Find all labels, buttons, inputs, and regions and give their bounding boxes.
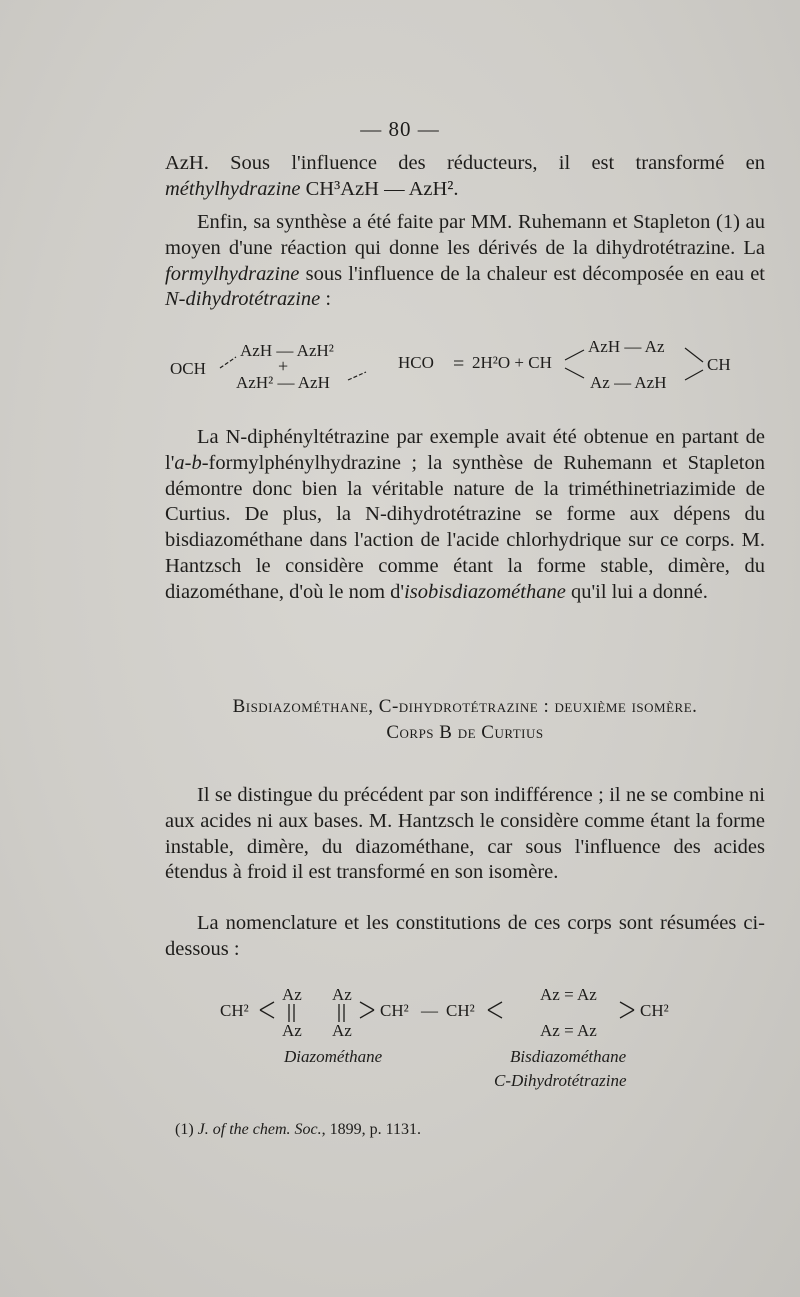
structural-formulas	[220, 976, 720, 1096]
f-caption-right-1: Bisdiazométhane	[510, 1047, 627, 1066]
f-bond-7	[620, 1002, 634, 1010]
f-dash: —	[421, 1001, 438, 1020]
f-caption-left: Diazométhane	[284, 1047, 383, 1066]
rx-top-right: AzH — Az	[588, 337, 665, 356]
f-az-1: Az	[282, 985, 302, 1004]
rx-ch-right: CH	[707, 355, 731, 374]
para1-text-a: AzH. Sous l'influence des réducteurs, il est transformé en	[165, 152, 765, 174]
rx-bond-ch-upper	[685, 348, 703, 362]
paragraph-1	[165, 151, 765, 203]
rx-water: 2H²O + CH	[472, 353, 552, 372]
rx-top-left: AzH — AzH²	[240, 341, 334, 360]
rx-bond-ch-lower	[685, 370, 703, 380]
para3-italic-b: isobisdiazométhane	[404, 580, 566, 603]
rx-equals: =	[453, 353, 465, 375]
reaction-equation	[170, 332, 750, 398]
rx-hco: HCO	[398, 353, 434, 372]
f-az-eq-top: Az = Az	[540, 985, 597, 1004]
para3-text-b: -formylphénylhydrazine ; la synthèse de Ruhemann et Stapleton démontre donc bien la véritable nature de la triméthinetriazimide de Curtius. De plus, la N-dihydrotétrazine se forme aux dépens du bisdiazométhane dans l'action de l'acide chlorhydrique sur ce corps. M. Hantzsch le considère comme étant la forme stable, dimère, du diazométhane, d'où le nom d'	[165, 451, 765, 603]
para4-text: Il se distingue du précédent par son indifférence ; il ne se combine ni aux acides ni aux bases. M. Hantzsch le considère comme étant la forme instable, dimère, du diazométhane, car sous l'influence des acides étendus à froid il est transformé en son isomère.	[165, 784, 765, 884]
f-bond-6	[488, 1010, 502, 1018]
footnote	[175, 1121, 421, 1139]
f-bond-2	[260, 1010, 274, 1018]
f-right-ch2: CH²	[640, 1001, 669, 1020]
f-az-4: Az	[332, 1021, 352, 1040]
f-caption-right-2: C-Dihydrotétrazine	[494, 1071, 627, 1090]
rx-och: OCH	[170, 359, 206, 378]
footnote-citation: , 1899, p. 1131.	[321, 1121, 422, 1138]
f-bond-5	[488, 1002, 502, 1010]
rx-plus: +	[278, 356, 289, 376]
f-bond-3	[360, 1002, 374, 1010]
rx-bottom-left: AzH² — AzH	[236, 373, 330, 392]
paragraph-4	[165, 783, 765, 886]
para2-italic-a: formylhydrazine	[165, 262, 300, 285]
para2-text-a: Enfin, sa synthèse a été faite par MM. Ruhemann et Stapleton (1) au moyen d'une réaction qui donne les dérivés de la dihydrotétrazine. La	[165, 211, 765, 259]
para3-text-c: qu'il lui a donné.	[565, 580, 708, 603]
para3-italic-a: a-b	[174, 451, 202, 474]
page-number: — 80 —	[360, 117, 440, 141]
para1-text-b: CH³AzH — AzH².	[300, 177, 459, 200]
f-az-3: Az	[332, 985, 352, 1004]
heading-line-1: Bisdiazométhane, C-dihydrotétrazine : deuxième isomère.	[232, 696, 698, 717]
f-az-2: Az	[282, 1021, 302, 1040]
section-heading	[160, 694, 770, 746]
para2-text-c: :	[320, 288, 332, 311]
para2-italic-b: N-dihydrotétrazine	[165, 288, 321, 311]
f-ch2-b: CH²	[446, 1001, 475, 1020]
f-az-eq-bottom: Az = Az	[540, 1021, 597, 1040]
para5-text: La nomenclature et les constitutions de ces corps sont résumées ci-dessous :	[165, 912, 765, 960]
rx-bond-upper-left	[220, 357, 236, 368]
rx-bond-upper-right	[565, 350, 584, 360]
paragraph-3	[165, 425, 765, 606]
footnote-journal: J. of the chem. Soc.	[197, 1121, 322, 1138]
heading-line-2: Corps B de Curtius	[386, 722, 544, 743]
f-bond-4	[360, 1010, 374, 1018]
f-bond-8	[620, 1010, 634, 1018]
para2-text-b: sous l'influence de la chaleur est décomposée en eau et	[299, 262, 765, 285]
para3-text-a: La N-diphényltétrazine par exemple avait été obtenue en partant de l'	[165, 426, 765, 474]
rx-bond-lower-right	[565, 368, 584, 378]
para1-italic: méthylhydrazine	[165, 177, 301, 200]
paragraph-2	[165, 210, 765, 313]
footnote-number: (1)	[175, 1121, 198, 1138]
paragraph-5	[165, 911, 765, 963]
f-left-ch2: CH²	[220, 1001, 249, 1020]
rx-bond-lower-left	[348, 372, 366, 380]
rx-bottom-right: Az — AzH	[590, 373, 667, 392]
f-mid-ch2: CH²	[380, 1001, 409, 1020]
f-bond-1	[260, 1002, 274, 1010]
